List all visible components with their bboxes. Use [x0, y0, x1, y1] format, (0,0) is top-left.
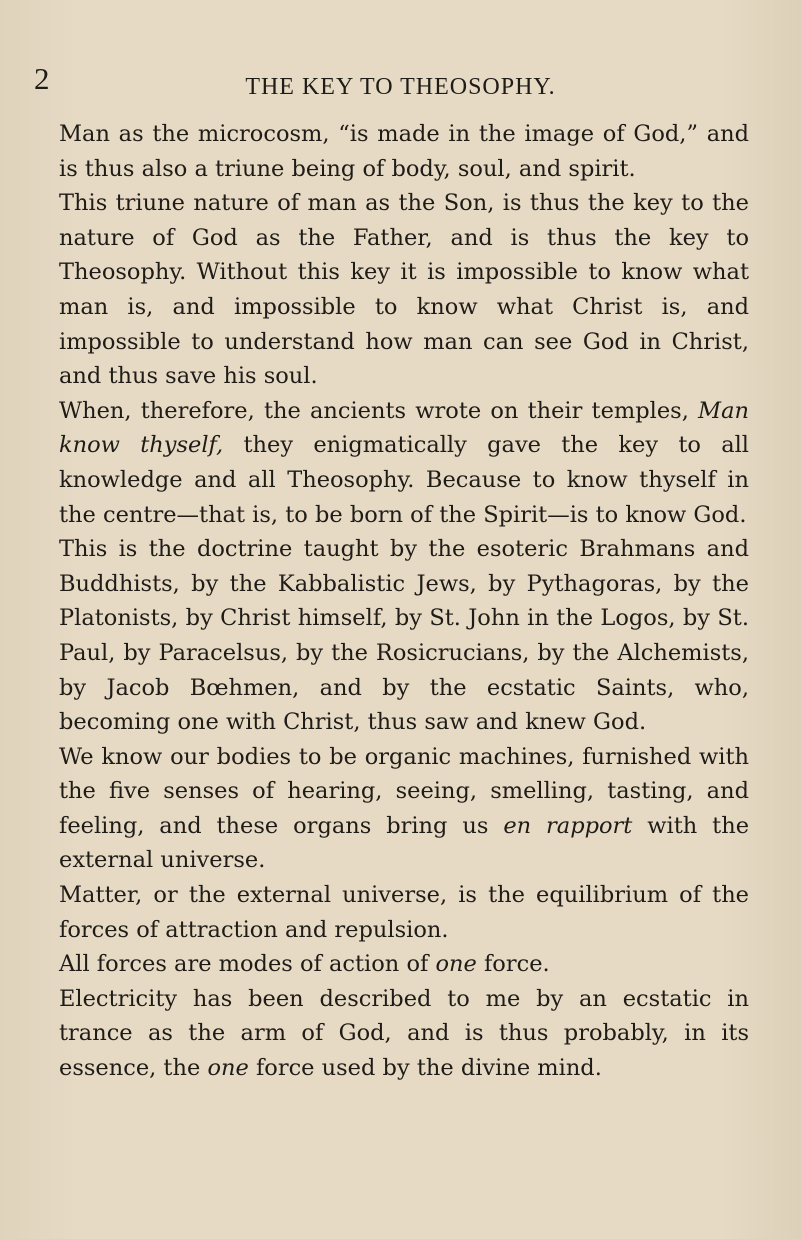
- body-text: [59, 117, 749, 1086]
- paragraph-text: When, therefore, the ancients wrote on their temples,: [59, 397, 699, 424]
- italic-word: one: [207, 1055, 249, 1082]
- italic-phrase: en rapport: [503, 812, 633, 839]
- paragraph-text: force.: [476, 951, 550, 978]
- paragraph-text: they enigmatically gave the key to all knowledge and all Theosophy. Because to know thyself in the centre—that is, to be born of the Spirit—is to know God.: [59, 432, 750, 528]
- paragraph-5: [59, 740, 749, 878]
- paragraph-1: [59, 117, 749, 186]
- running-title: THE KEY TO THEOSOPHY.: [245, 74, 556, 100]
- paragraph-6: [59, 878, 749, 947]
- page-header: [0, 62, 801, 102]
- italic-phrase: Man know thyself,: [59, 397, 749, 459]
- paragraph-2: [59, 186, 749, 394]
- paragraph-text: We know our bodies to be organic machines, furnished with the five senses of hearing, seeing, smelling, tasting, and feeling, and these organs bring us: [59, 743, 749, 839]
- paragraph-text: All forces are modes of action of: [59, 951, 436, 978]
- paragraph-text: force used by the divine mind.: [248, 1055, 602, 1082]
- paragraph-text: Matter, or the external universe, is the equilibrium of the forces of attraction and repulsion.: [59, 882, 749, 943]
- italic-word: one: [435, 951, 477, 978]
- paragraph-7: [59, 947, 749, 982]
- paragraph-text: This triune nature of man as the Son, is thus the key to the nature of God as the Father, and is thus the key to Theosophy. Without this key it is impossible to know what man is, and impossible to know what Christ is, and impossible to understand how man can see God in Christ, and thus save his soul.: [59, 190, 749, 390]
- paragraph-text: This is the doctrine taught by the esoteric Brahmans and Buddhists, by the Kabbalistic Jews, by Pythagoras, by the Platonists, by Christ himself, by St. John in the Logos, by St. Paul, by Paracelsus, by the Rosicrucians, by the Alchemists, by Jacob Bœhmen, and by the ecstatic Saints, who, becoming one with Christ, thus saw and knew God.: [59, 536, 749, 736]
- paragraph-text: Electricity has been described to me by an ecstatic in trance as the arm of God, and is thus probably, in its essence, the: [59, 985, 749, 1082]
- paragraph-text: Man as the microcosm, “is made in the image of God,” and is thus also a triune being of body, soul, and spirit.: [59, 121, 749, 182]
- page-number: 2: [34, 61, 50, 96]
- paragraph-3: [59, 394, 749, 532]
- paragraph-4: [59, 532, 749, 740]
- paragraph-text: with the external universe.: [59, 812, 750, 874]
- paragraph-8: [59, 982, 749, 1086]
